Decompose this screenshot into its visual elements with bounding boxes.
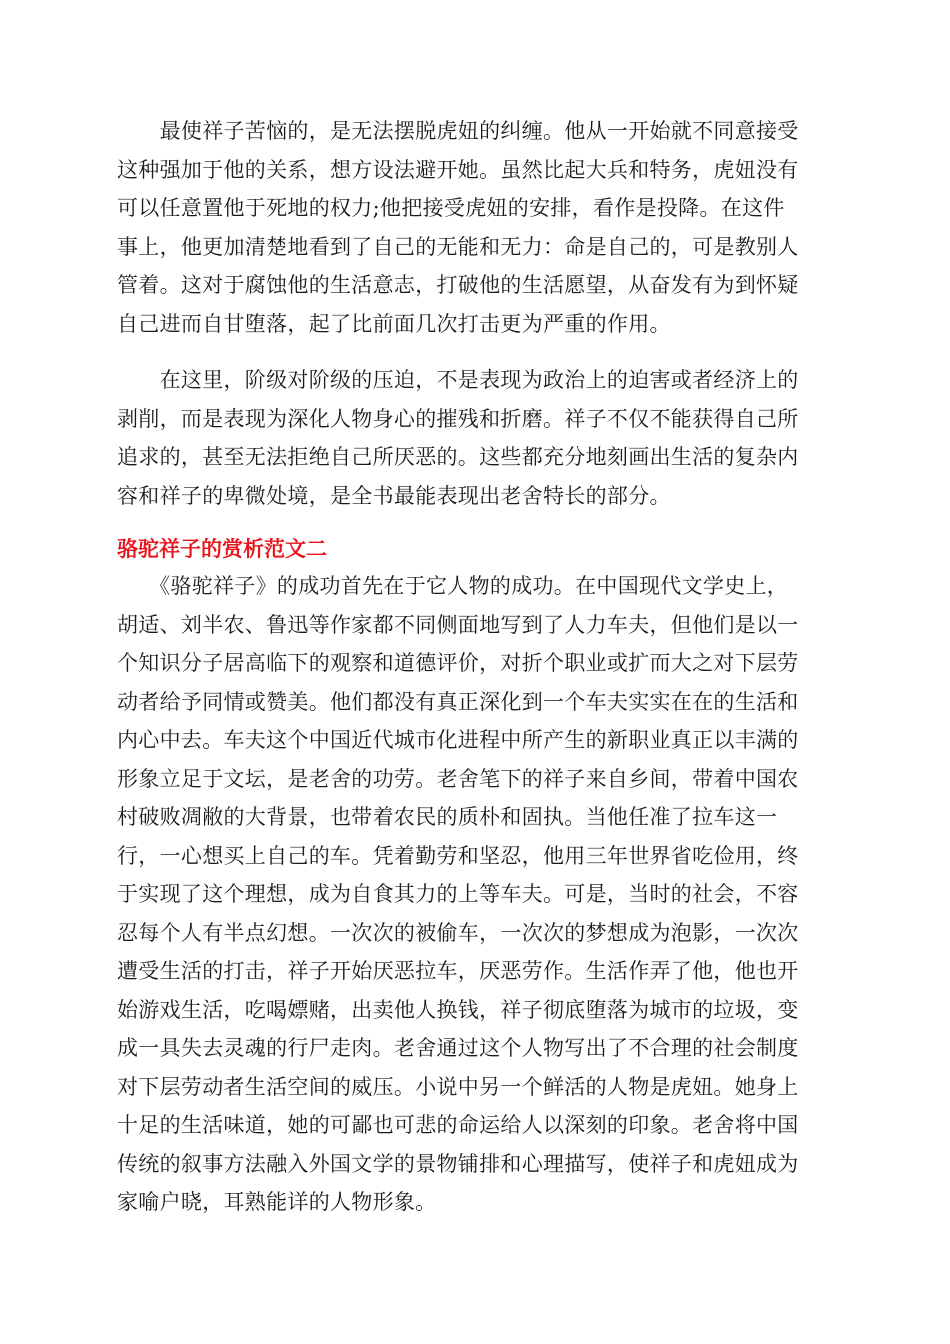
paragraph-line: 对下层劳动者生活空间的威压。小说中另一个鲜活的人物是虎妞。她身上 [117, 1074, 799, 1099]
paragraph-line: 管着。这对于腐蚀他的生活意志，打破他的生活愿望，从奋发有为到怀疑 [117, 273, 799, 297]
paragraph-line: 十足的生活味道，她的可鄙也可悲的命运给人以深刻的印象。老舍将中国 [117, 1113, 799, 1137]
paragraph-line: 成一具失去灵魂的行尸走肉。老舍通过这个人物写出了不合理的社会制度 [117, 1036, 799, 1060]
paragraph-line: 剥削，而是表现为深化人物身心的摧残和折磨。祥子不仅不能获得自己所 [117, 406, 799, 431]
paragraph-line: 自己进而自甘堕落，起了比前面几次打击更为严重的作用。 [117, 311, 671, 336]
paragraph-line: 遭受生活的打击，祥子开始厌恶拉车，厌恶劳作。生活作弄了他，他也开 [117, 959, 799, 983]
paragraph-line: 忍每个人有半点幻想。一次次的被偷车，一次次的梦想成为泡影，一次次 [117, 920, 799, 945]
section-heading: 骆驼祥子的赏析范文二 [117, 537, 327, 561]
paragraph-1 [117, 112, 833, 343]
paragraph-2 [117, 361, 833, 515]
paragraph-line: 事上，他更加清楚地看到了自己的无能和无力：命是自己的，可是教别人 [117, 234, 799, 259]
paragraph-line: 形象立足于文坛，是老舍的功劳。老舍笔下的祥子来自乡间，带着中国农 [117, 766, 799, 791]
paragraph-line: 传统的叙事方法融入外国文学的景物铺排和心理描写，使祥子和虎妞成为 [117, 1151, 799, 1176]
paragraph-line: 行，一心想买上自己的车。凭着勤劳和坚忍，他用三年世界省吃俭用，终 [117, 843, 799, 868]
paragraph-line: 追求的，甚至无法拒绝自己所厌恶的。这些都充分地刻画出生活的复杂内 [117, 445, 799, 469]
paragraph-3 [117, 567, 833, 1222]
paragraph-line: 这种强加于他的关系，想方设法避开她。虽然比起大兵和特务，虎妞没有 [117, 157, 799, 182]
paragraph-line: 容和祥子的卑微处境，是全书最能表现出老舍特长的部分。 [117, 483, 671, 508]
paragraph-line: 内心中去。车夫这个中国近代城市化进程中所产生的新职业真正以丰满的 [117, 728, 799, 752]
paragraph-line: 始游戏生活，吃喝嫖赌，出卖他人换钱，祥子彻底堕落为城市的垃圾，变 [117, 997, 799, 1022]
paragraph-line: 《骆驼祥子》的成功首先在于它人物的成功。在中国现代文学史上， [117, 574, 789, 598]
paragraph-line: 胡适、刘半农、鲁迅等作家都不同侧面地写到了人力车夫，但他们是以一 [117, 612, 799, 637]
paragraph-line: 在这里，阶级对阶级的压迫，不是表现为政治上的迫害或者经济上的 [117, 368, 799, 392]
paragraph-line: 家喻户晓，耳熟能详的人物形象。 [117, 1190, 437, 1214]
paragraph-line: 可以任意置他于死地的权力;他把接受虎妞的安排，看作是投降。在这件 [117, 196, 785, 220]
paragraph-line: 动者给予同情或赞美。他们都没有真正深化到一个车夫实实在在的生活和 [117, 689, 799, 714]
paragraph-line: 于实现了这个理想，成为自食其力的上等车夫。可是，当时的社会，不容 [117, 882, 799, 906]
paragraph-line: 村破败凋敝的大背景，也带着农民的质朴和固执。当他任准了拉车这一 [117, 805, 778, 829]
document-page [117, 112, 833, 1222]
paragraph-line: 最使祥子苦恼的，是无法摆脱虎妞的纠缠。他从一开始就不同意接受 [117, 119, 799, 143]
paragraph-line: 个知识分子居高临下的观察和道德评价，对折个职业或扩而大之对下层劳 [117, 651, 799, 675]
